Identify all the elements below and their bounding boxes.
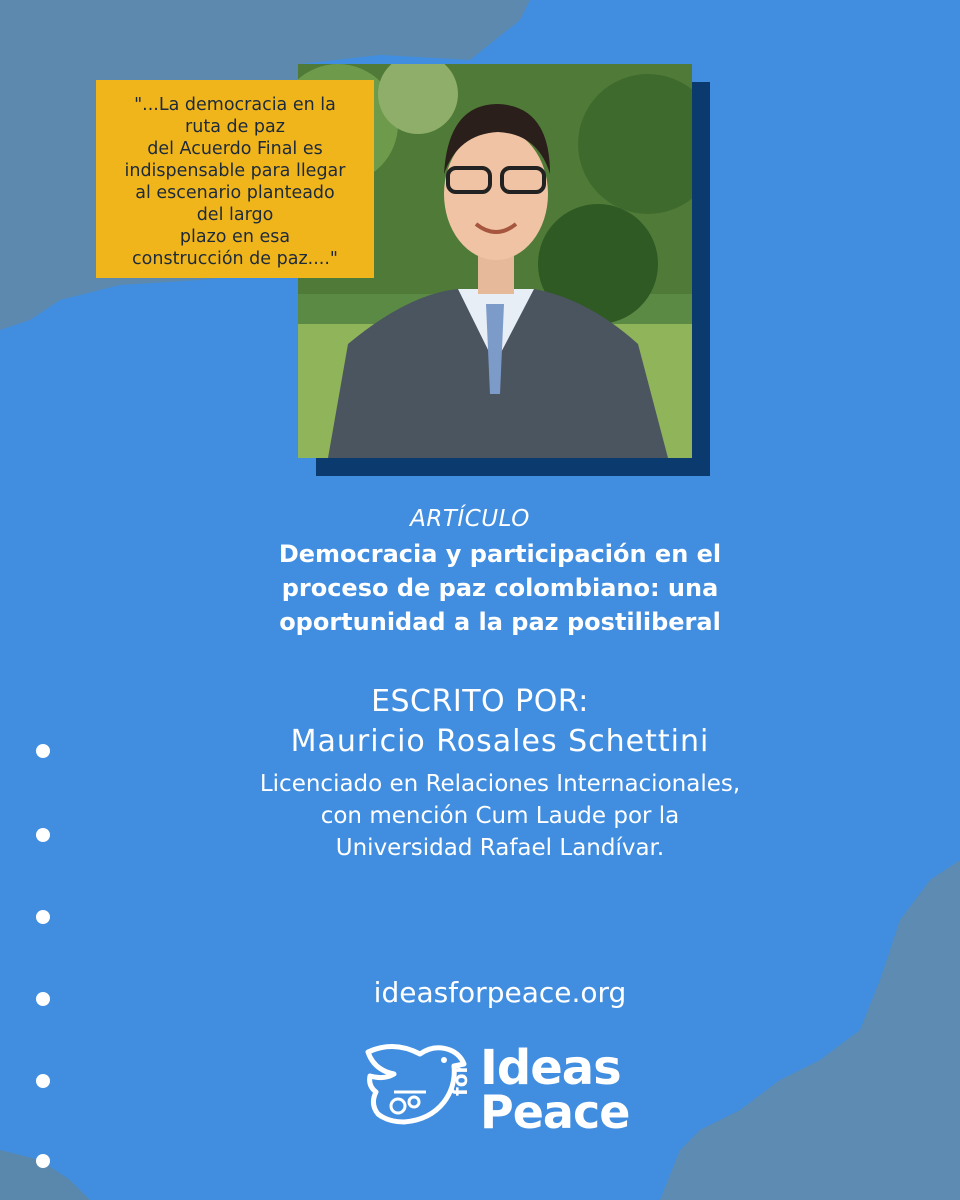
quote-line: al escenario planteado bbox=[135, 183, 335, 203]
quote-line: "...La democracia en la bbox=[134, 95, 336, 115]
quote-line: del Acuerdo Final es bbox=[147, 139, 323, 159]
quote-line: ruta de paz bbox=[185, 117, 285, 137]
logo-word-peace: Peace bbox=[480, 1085, 630, 1139]
dot bbox=[36, 1154, 50, 1168]
article-title-line: proceso de paz colombiano: una bbox=[281, 574, 719, 602]
article-title-line: Democracia y participación en el bbox=[278, 540, 722, 568]
byline-label: ESCRITO POR: bbox=[371, 684, 589, 719]
author-name: Mauricio Rosales Schettini bbox=[290, 724, 710, 759]
decorative-dots bbox=[36, 744, 52, 1174]
dot bbox=[36, 1074, 50, 1088]
author-bio bbox=[180, 768, 820, 864]
quote-line: del largo bbox=[196, 205, 274, 225]
author-bio-line: Licenciado en Relaciones Internacionales, bbox=[259, 771, 741, 797]
dot bbox=[36, 910, 50, 924]
article-kicker: ARTÍCULO bbox=[410, 506, 530, 532]
quote-line: plazo en esa bbox=[179, 227, 291, 247]
website-link[interactable]: ideasforpeace.org bbox=[373, 976, 627, 1009]
dot bbox=[36, 744, 50, 758]
dot bbox=[36, 992, 50, 1006]
article-title-line: oportunidad a la paz postiliberal bbox=[279, 608, 721, 636]
author-bio-line: con mención Cum Laude por la bbox=[320, 803, 680, 829]
torn-paper-bottom-right bbox=[660, 860, 960, 1200]
article-title bbox=[200, 537, 800, 639]
quote-box bbox=[96, 80, 374, 278]
logo-word-ideas: Ideas bbox=[480, 1040, 621, 1096]
quote-line: construcción de paz...." bbox=[132, 249, 338, 269]
dot bbox=[36, 828, 50, 842]
logo-word-for: for bbox=[448, 1063, 472, 1096]
author-bio-line: Universidad Rafael Landívar. bbox=[335, 835, 665, 861]
quote-line: indispensable para llegar bbox=[124, 161, 346, 181]
